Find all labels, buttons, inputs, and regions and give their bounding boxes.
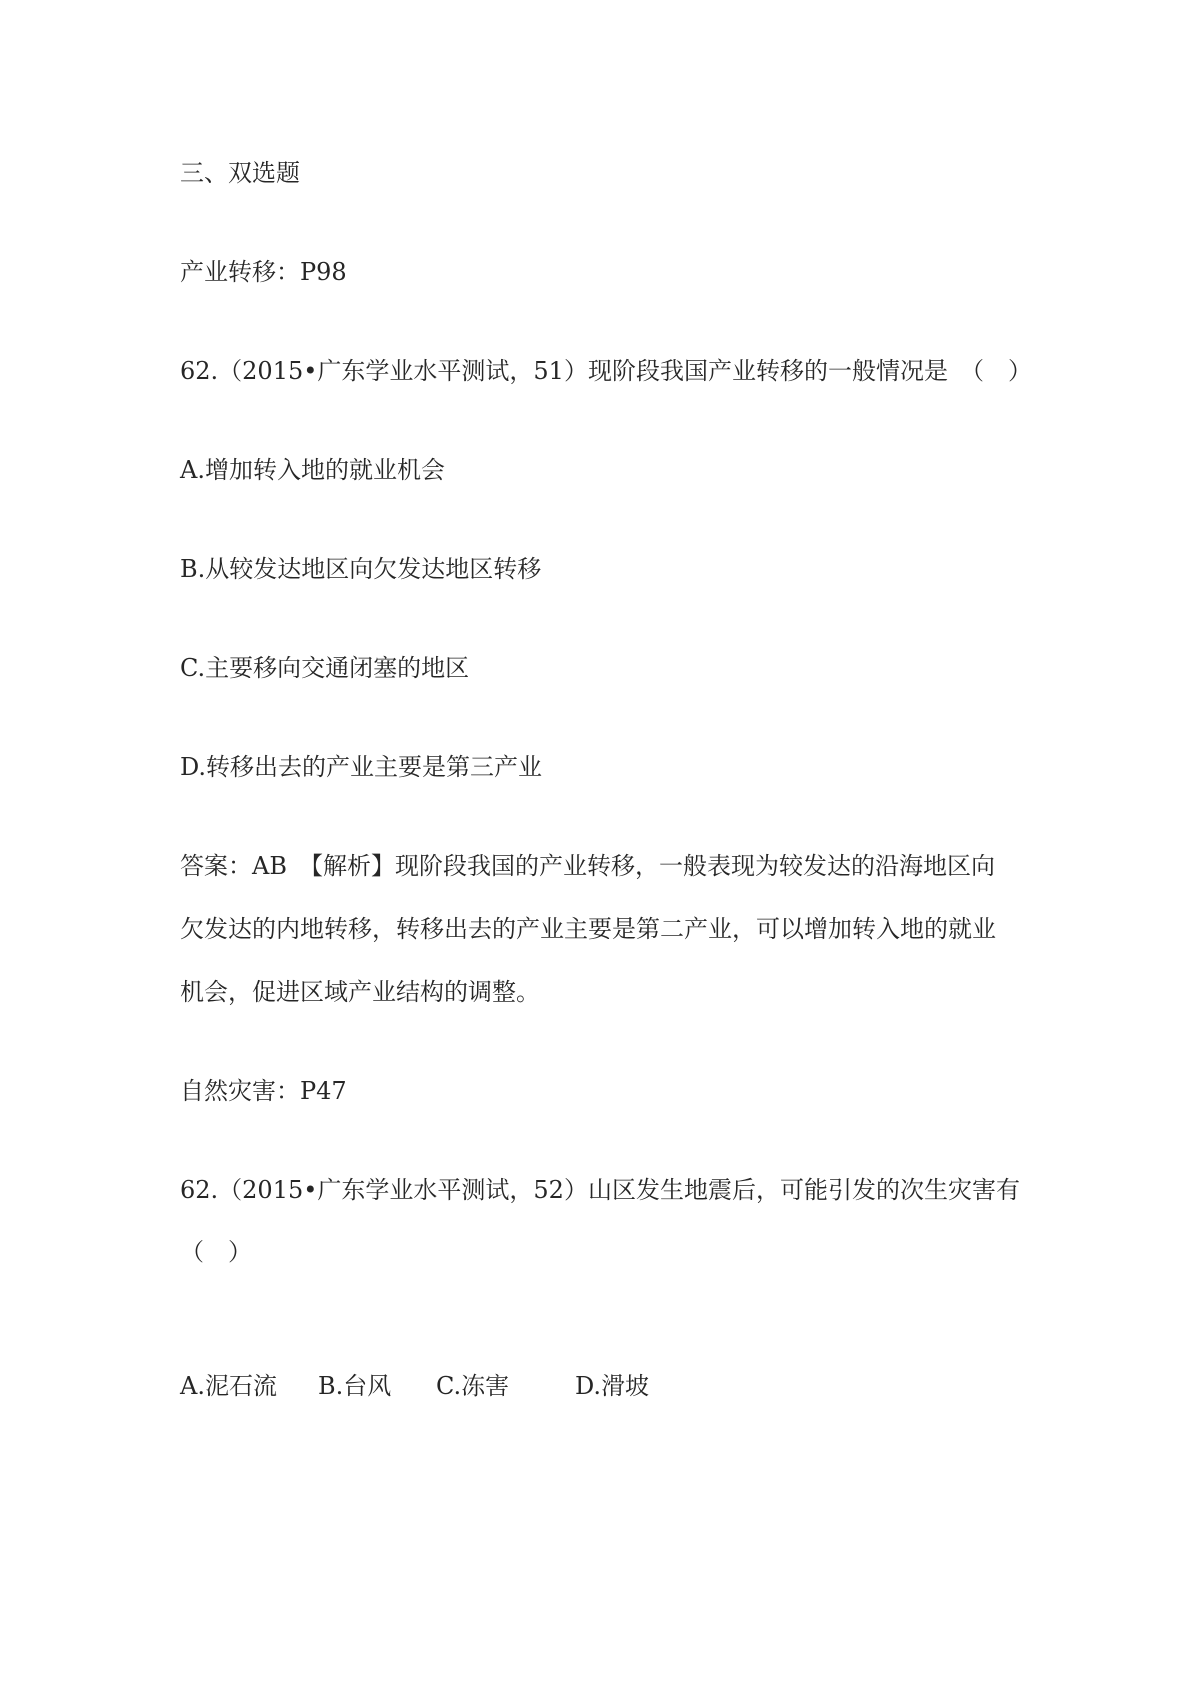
section-title: 三、双选题 — [180, 159, 300, 187]
option-a: A.增加转入地的就业机会 — [180, 456, 445, 484]
answer-line-1: 答案：AB 【解析】现阶段我国的产业转移，一般表现为较发达的沿海地区向 — [180, 852, 995, 880]
disaster-option-c: C.冻害 — [436, 1372, 510, 1400]
topic-heading-natural-disaster: 自然灾害：P47 — [180, 1077, 347, 1105]
answer-line-3: 机会，促进区域产业结构的调整。 — [180, 978, 540, 1006]
disaster-option-a: A.泥石流 — [180, 1372, 277, 1400]
option-d: D.转移出去的产业主要是第三产业 — [180, 753, 543, 781]
option-c: C.主要移向交通闭塞的地区 — [180, 654, 470, 682]
disaster-option-d: D.滑坡 — [575, 1372, 650, 1400]
option-b: B.从较发达地区向欠发达地区转移 — [180, 555, 542, 583]
question-62-natural-disaster-line-1: 62.（2015•广东学业水平测试，52）山区发生地震后，可能引发的次生灾害有 — [180, 1176, 1020, 1204]
topic-heading-industry-transfer: 产业转移：P98 — [180, 258, 347, 286]
disaster-option-b: B.台风 — [318, 1372, 392, 1400]
question-62-industry-transfer: 62.（2015•广东学业水平测试，51）现阶段我国产业转移的一般情况是 （ ） — [180, 357, 1032, 385]
answer-line-2: 欠发达的内地转移，转移出去的产业主要是第二产业，可以增加转入地的就业 — [180, 915, 996, 943]
question-62-natural-disaster-line-2: （ ） — [180, 1238, 252, 1266]
